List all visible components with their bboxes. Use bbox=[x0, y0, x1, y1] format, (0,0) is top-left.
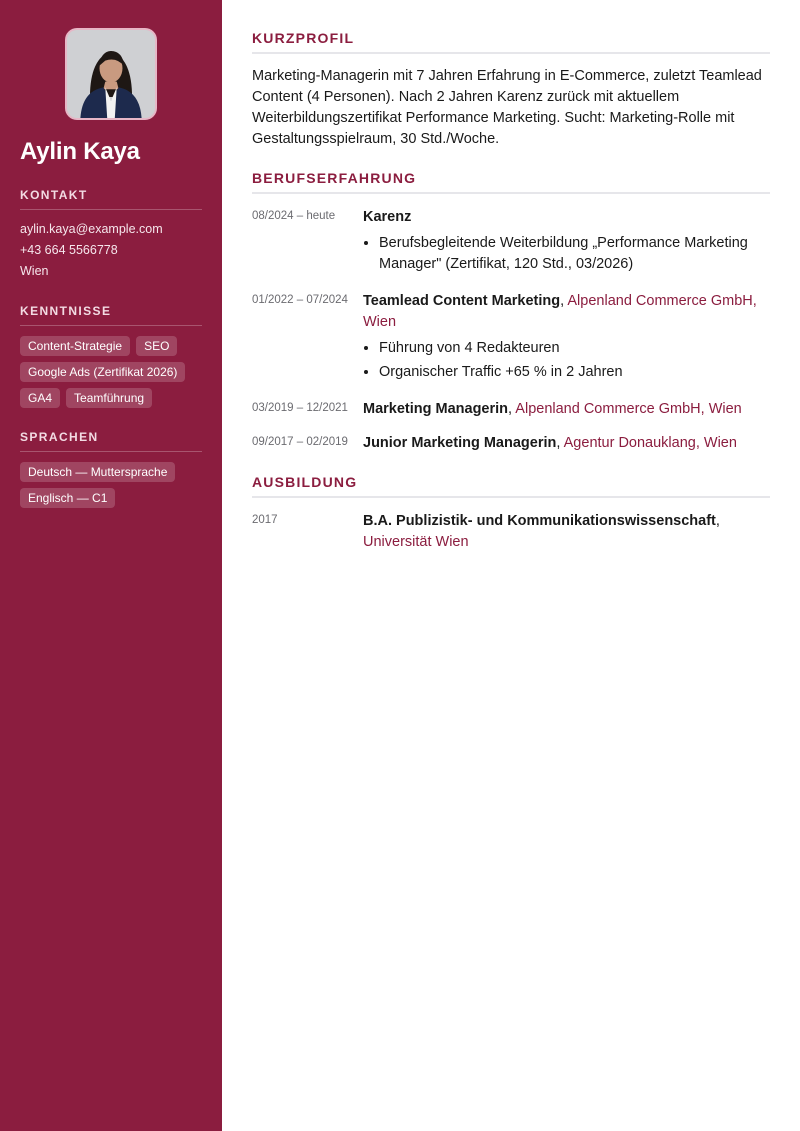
entry-body bbox=[363, 207, 770, 278]
entry-degree: B.A. Publizistik- und Kommunikationswissenschaft bbox=[363, 513, 716, 529]
entry-date: 08/2024 – heute bbox=[252, 210, 336, 222]
experience-entry bbox=[252, 207, 770, 278]
entry-body: Junior Marketing Managerin, Agentur Donauklang, Wien bbox=[363, 435, 737, 451]
entry-role: Junior Marketing Managerin bbox=[363, 435, 557, 451]
entry-date: 03/2019 – 12/2021 bbox=[252, 402, 348, 414]
entry-organization: Alpenland Commerce GmbH, Wien bbox=[515, 401, 742, 417]
entry-bullets bbox=[363, 233, 770, 275]
entry-date: 01/2022 – 07/2024 bbox=[252, 294, 348, 306]
entry-date: 2017 bbox=[252, 514, 278, 526]
entry-institution: Universität Wien bbox=[363, 534, 469, 550]
skill-tag: Teamführung bbox=[66, 388, 152, 408]
skill-tag: SEO bbox=[136, 336, 177, 356]
entry-role: Teamlead Content Marketing bbox=[363, 293, 561, 309]
bullet-item: • Berufsbegleitende Weiterbildung „Performance Marketing Manager" (Zertifikat, 120 Std., 03/2026) bbox=[379, 233, 770, 275]
experience-entry bbox=[252, 433, 770, 454]
skill-tag: GA4 bbox=[20, 388, 60, 408]
experience-heading: BERUFSERFAHRUNG bbox=[252, 170, 770, 194]
bullet-item: • Organischer Traffic +65 % in 2 Jahren bbox=[379, 362, 770, 383]
candidate-name: Aylin Kaya bbox=[20, 138, 140, 165]
phone-text: +43 664 5566778 bbox=[20, 243, 118, 257]
entry-date: 09/2017 – 02/2019 bbox=[252, 436, 348, 448]
language-tag: Deutsch — Muttersprache bbox=[20, 462, 175, 482]
entry-role: Karenz bbox=[363, 209, 412, 225]
sidebar bbox=[0, 0, 222, 1131]
skills-heading: KENNTNISSE bbox=[20, 304, 202, 326]
profile-section bbox=[252, 30, 770, 150]
entry-bullets bbox=[363, 338, 770, 383]
profile-text: Marketing-Managerin mit 7 Jahren Erfahrung in E-Commerce, zuletzt Teamlead Content (4 Personen). Nach 2 Jahren Karenz zurück mit aktuellem Weiterbildungszertifikat Performance Marketing. Sucht: Marketing-Rolle mit Gestaltungsspielraum, 30 Std./Woche. bbox=[252, 68, 762, 147]
education-section bbox=[252, 474, 770, 553]
main-content bbox=[222, 0, 800, 1131]
contact-heading: KONTAKT bbox=[20, 188, 202, 210]
entry-body: B.A. Publizistik- und Kommunikationswissenschaft, Universität Wien bbox=[363, 513, 720, 550]
experience-entry bbox=[252, 291, 770, 386]
contact-details bbox=[20, 219, 202, 282]
profile-heading: KURZPROFIL bbox=[252, 30, 770, 54]
education-entry bbox=[252, 511, 770, 553]
experience-entry bbox=[252, 399, 770, 420]
email-text: aylin.kaya@example.com bbox=[20, 222, 163, 236]
entry-organization: Alpenland Commerce GmbH, Wien bbox=[363, 293, 757, 330]
skills-list bbox=[20, 336, 202, 408]
profile-photo bbox=[65, 28, 157, 120]
language-tag: Englisch — C1 bbox=[20, 488, 115, 508]
bullet-item: • Führung von 4 Redakteuren bbox=[379, 338, 770, 359]
languages-heading: SPRACHEN bbox=[20, 430, 202, 452]
entry-body: Teamlead Content Marketing, Alpenland Commerce GmbH, Wien • Führung von 4 Redakteuren • Organischer Traffic +65 % in 2 Jahren bbox=[363, 291, 770, 386]
entry-role: Marketing Managerin bbox=[363, 401, 509, 417]
skill-tag: Google Ads (Zertifikat 2026) bbox=[20, 362, 185, 382]
languages-list bbox=[20, 462, 202, 508]
portrait-image bbox=[67, 30, 155, 118]
entry-body: Marketing Managerin, Alpenland Commerce GmbH, Wien bbox=[363, 401, 742, 417]
skill-tag: Content-Strategie bbox=[20, 336, 130, 356]
city-text: Wien bbox=[20, 264, 49, 278]
education-heading: AUSBILDUNG bbox=[252, 474, 770, 498]
entry-organization: Agentur Donauklang, Wien bbox=[563, 435, 737, 451]
experience-section bbox=[252, 170, 770, 454]
